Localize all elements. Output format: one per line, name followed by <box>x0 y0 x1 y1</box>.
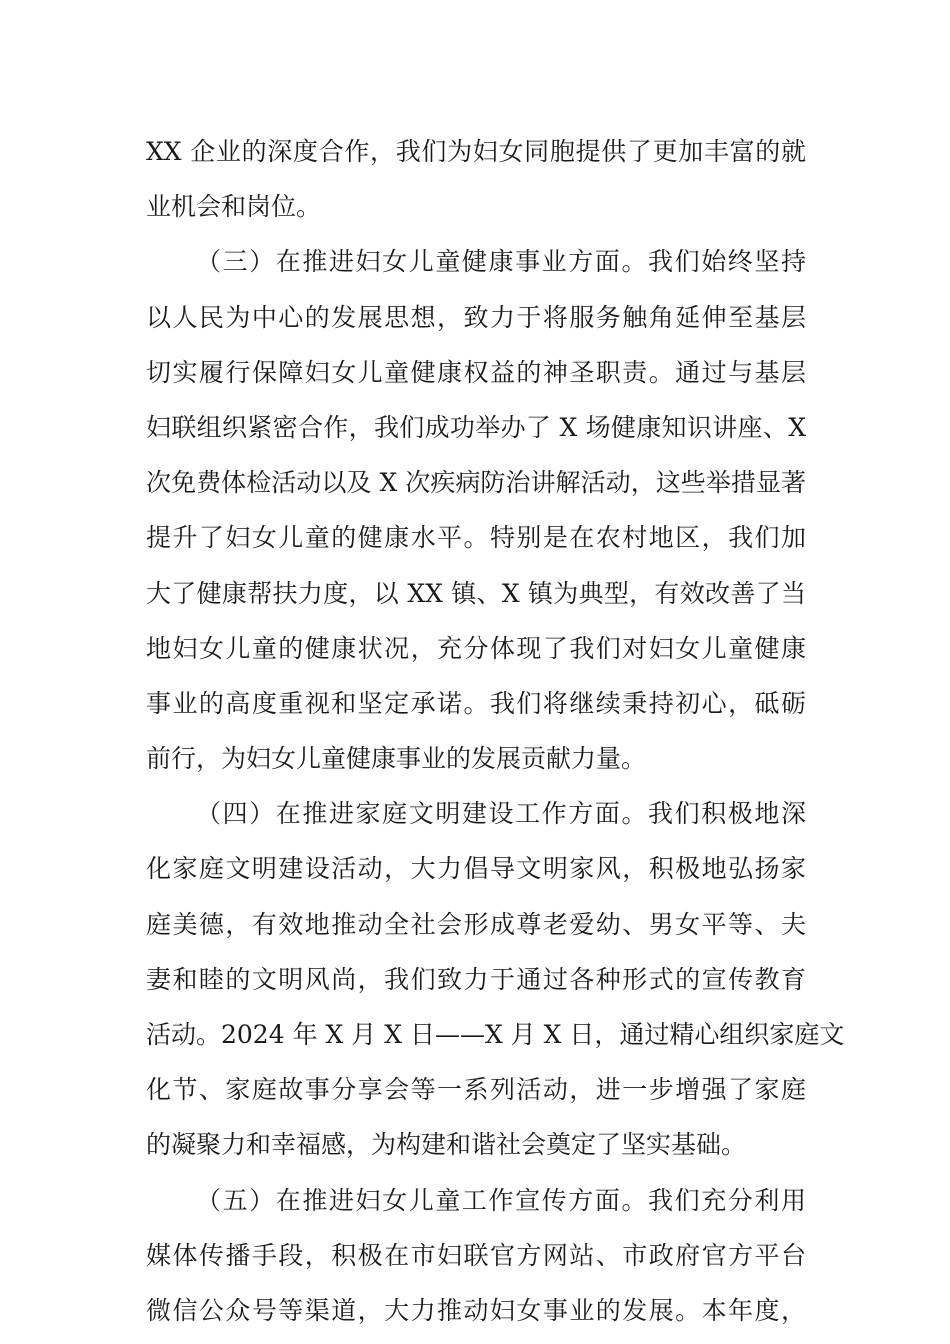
text-line: 妇联组织紧密合作，我们成功举办了 X 场健康知识讲座、X <box>146 412 806 442</box>
text-line: （五）在推进妇女儿童工作宣传方面。我们充分利用 <box>196 1185 806 1215</box>
text-line: 地妇女儿童的健康状况，充分体现了我们对妇女儿童健康 <box>146 633 806 663</box>
text-line: 业机会和岗位。 <box>146 192 322 222</box>
text-line: 提升了妇女儿童的健康水平。特别是在农村地区，我们加 <box>146 523 806 553</box>
text-line: XX 企业的深度合作，我们为妇女同胞提供了更加丰富的就 <box>146 137 806 166</box>
text-line: 前行，为妇女儿童健康事业的发展贡献力量。 <box>146 744 647 774</box>
text-line: 化节、家庭故事分享会等一系列活动，进一步增强了家庭 <box>146 1075 806 1105</box>
text-line: 以人民为中心的发展思想，致力于将服务触角延伸至基层 <box>146 302 806 332</box>
text-line: 活动。2024 年 X 月 X 日——X 月 X 日，通过精心组织家庭文 <box>146 1020 845 1049</box>
text-line: （三）在推进妇女儿童健康事业方面。我们始终坚持 <box>196 247 806 277</box>
text-line: 次免费体检活动以及 X 次疾病防治讲解活动，这些举措显著 <box>146 468 806 498</box>
text-line: 微信公众号等渠道，大力推动妇女事业的发展。本年度， <box>146 1295 806 1325</box>
text-line: 庭美德，有效地推动全社会形成尊老爱幼、男女平等、夫 <box>146 909 806 939</box>
text-line: （四）在推进家庭文明建设工作方面。我们积极地深 <box>196 799 806 829</box>
text-line: 妻和睦的文明风尚，我们致力于通过各种形式的宣传教育 <box>146 964 806 994</box>
text-line: 化家庭文明建设活动，大力倡导文明家风，积极地弘扬家 <box>146 854 806 884</box>
text-line: 的凝聚力和幸福感，为构建和谐社会奠定了坚实基础。 <box>146 1130 747 1160</box>
text-line: 事业的高度重视和坚定承诺。我们将继续秉持初心，砥砺 <box>146 688 806 718</box>
document-body <box>146 124 845 1338</box>
text-line: 切实履行保障妇女儿童健康权益的神圣职责。通过与基层 <box>146 357 806 387</box>
text-line: 媒体传播手段，积极在市妇联官方网站、市政府官方平台 <box>146 1240 806 1270</box>
text-line: 大了健康帮扶力度，以 XX 镇、X 镇为典型，有效改善了当 <box>146 578 806 608</box>
